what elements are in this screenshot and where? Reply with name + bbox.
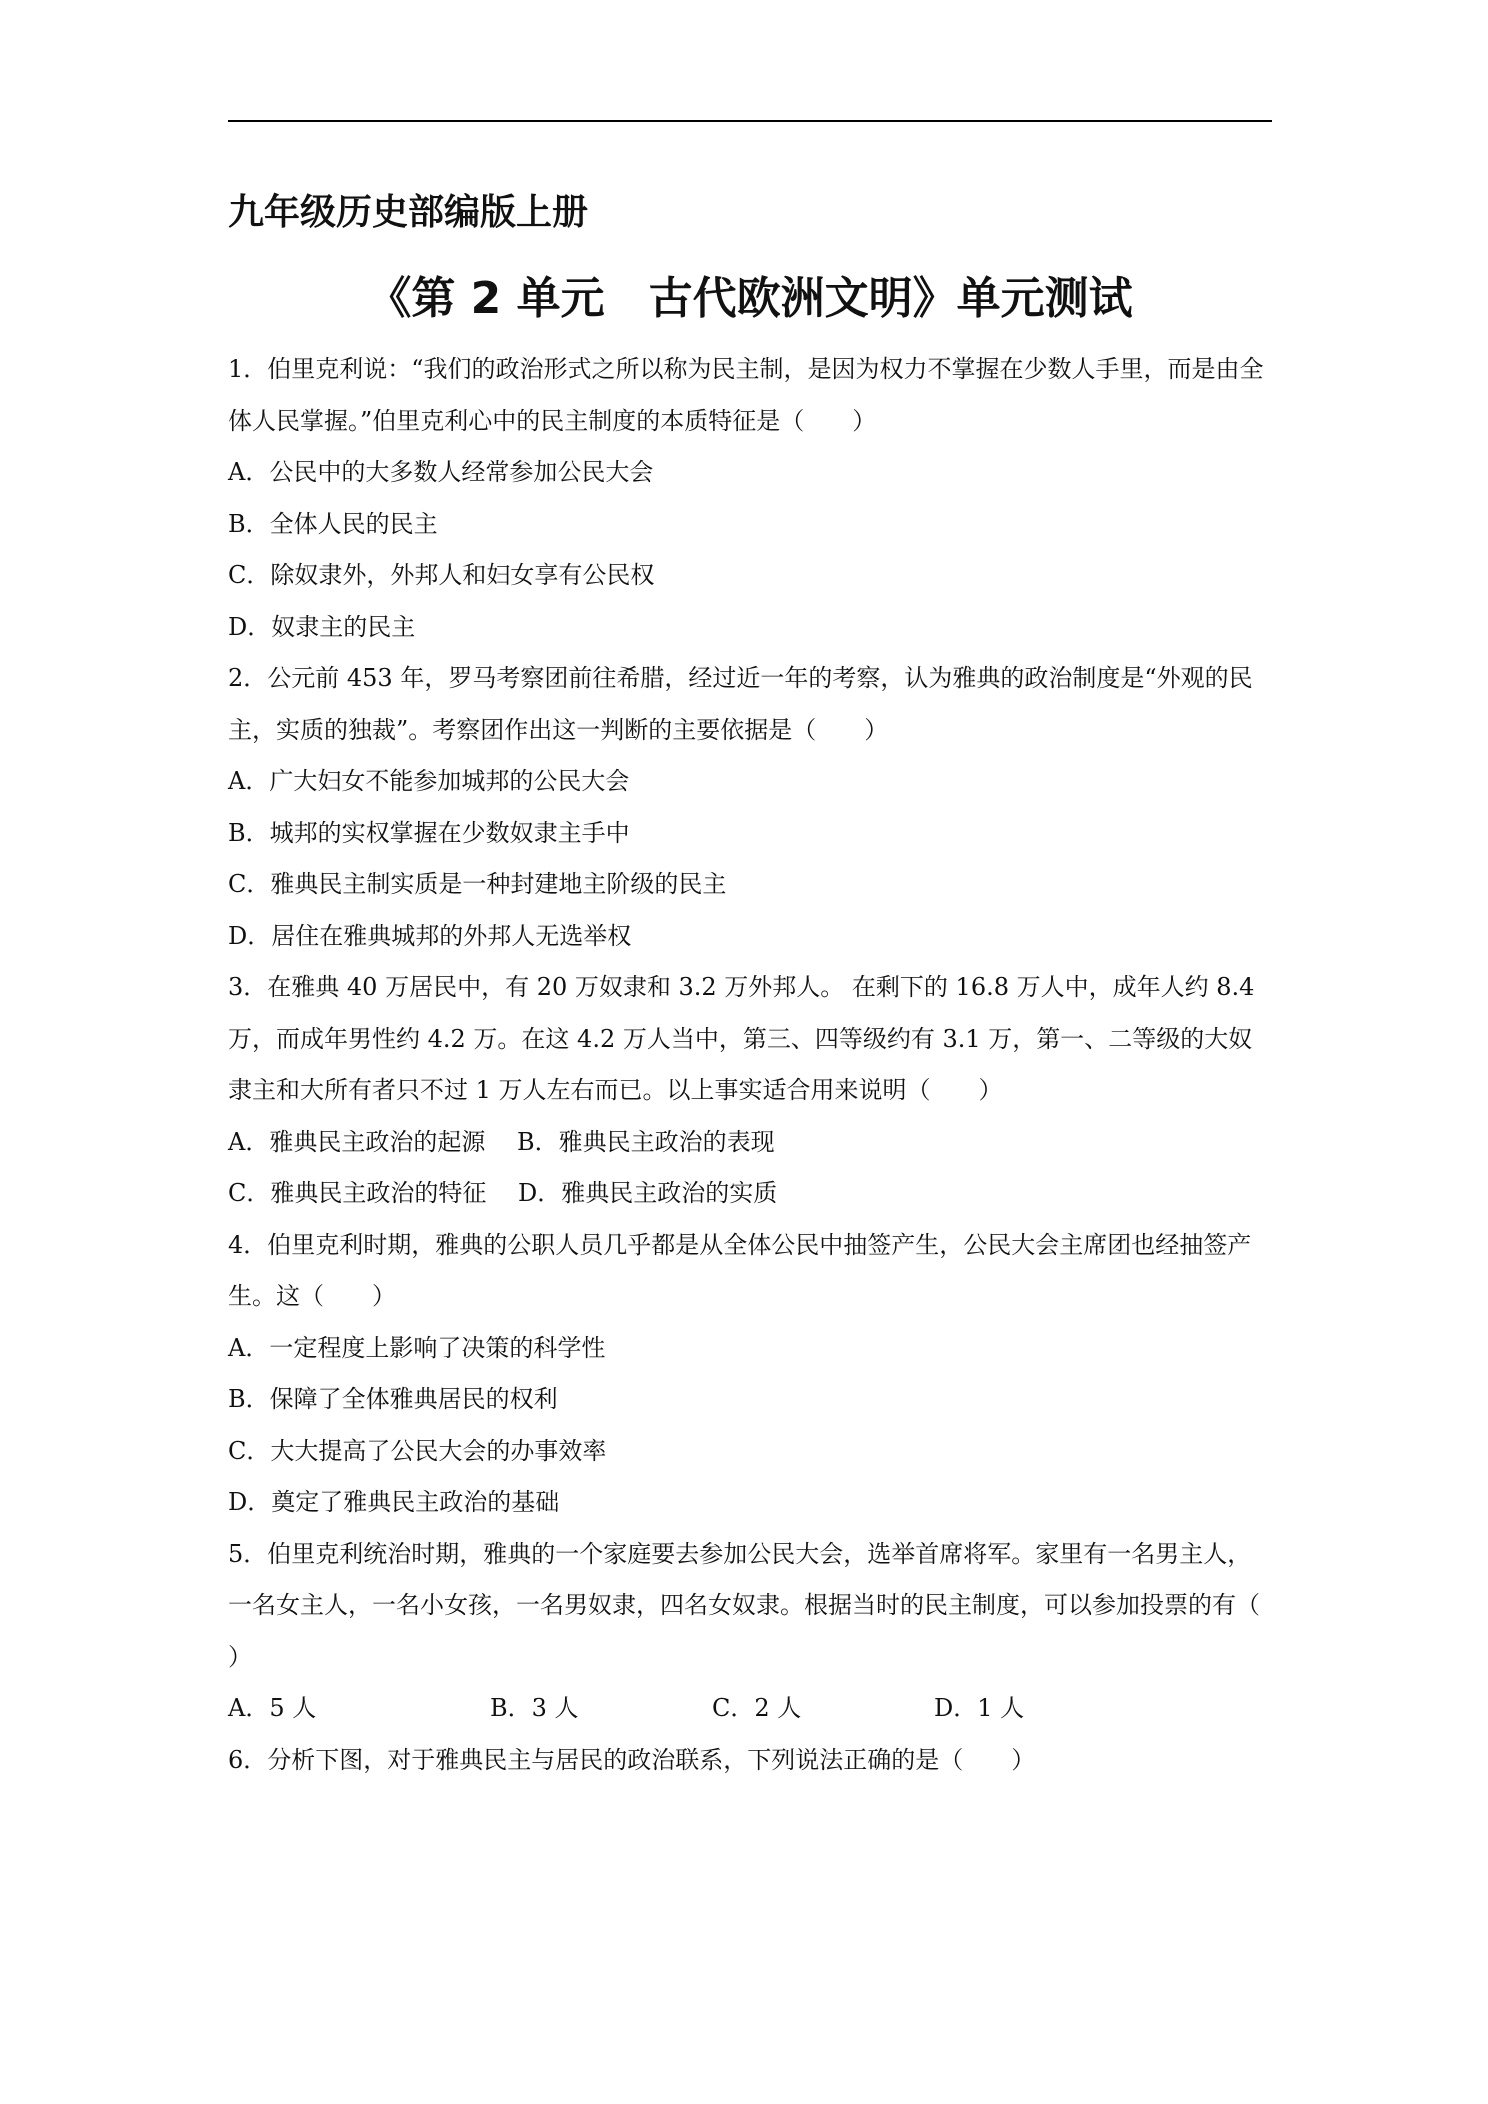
document-title: 《第 2 单元 古代欧洲文明》单元测试 bbox=[367, 273, 1133, 324]
answer-option: B．城邦的实权掌握在少数奴隶主手中 bbox=[228, 818, 630, 847]
answer-option-row bbox=[228, 1683, 1272, 1735]
answer-option: B．保障了全体雅典居民的权利 bbox=[228, 1385, 558, 1413]
answer-option: B．全体人民的民主 bbox=[228, 509, 438, 538]
answer-option: C．大大提高了公民大会的办事效率 bbox=[228, 1436, 607, 1465]
question-stem: 3．在雅典 40 万居民中，有 20 万奴隶和 3.2 万外邦人。 在剩下的 16.8 万人中，成年人约 8.4 万，而成年男性约 4.2 万。在这 4.2 万人当中，第三、四等级约有 3.1 万，第一、二等级的大奴隶主和大所有者只不过 1 万人左右而已。以上事实适合用来说明（ ） bbox=[228, 973, 1255, 1104]
answer-option: C．2 人 bbox=[712, 1694, 802, 1722]
header-rule bbox=[228, 120, 1272, 122]
question-stem: 1．伯里克利说：“我们的政治形式之所以称为民主制，是因为权力不掌握在少数人手里，而是由全体人民掌握。”伯里克利心中的民主制度的本质特征是（ ） bbox=[228, 355, 1264, 435]
answer-option: C．雅典民主制实质是一种封建地主阶级的民主 bbox=[228, 870, 727, 898]
answer-option: C．雅典民主政治的特征 D．雅典民主政治的实质 bbox=[228, 1179, 778, 1207]
answer-option: D．居住在雅典城邦的外邦人无选举权 bbox=[228, 921, 632, 950]
answer-option: A．广大妇女不能参加城邦的公民大会 bbox=[228, 767, 630, 795]
question-stem: 4．伯里克利时期，雅典的公职人员几乎都是从全体公民中抽签产生，公民大会主席团也经抽签产生。这（ ） bbox=[228, 1230, 1252, 1310]
question-stem: 5．伯里克利统治时期，雅典的一个家庭要去参加公民大会，选举首席将军。家里有一名男主人，一名女主人，一名小女孩，一名男奴隶，四名女奴隶。根据当时的民主制度，可以参加投票的有（ ） bbox=[228, 1539, 1308, 1671]
answer-option: A．5 人 bbox=[228, 1694, 317, 1722]
question-list bbox=[228, 344, 1308, 1786]
question-stem: 2．公元前 453 年，罗马考察团前往希腊，经过近一年的考察，认为雅典的政治制度是“外观的民主，实质的独裁”。考察团作出这一判断的主要依据是（ ） bbox=[228, 664, 1253, 744]
answer-option: A．公民中的大多数人经常参加公民大会 bbox=[228, 458, 654, 486]
answer-option: D．1 人 bbox=[934, 1694, 1025, 1722]
answer-option: D．奴隶主的民主 bbox=[228, 612, 416, 641]
answer-option: A．雅典民主政治的起源 B．雅典民主政治的表现 bbox=[228, 1127, 775, 1156]
answer-option: C．除奴隶外，外邦人和妇女享有公民权 bbox=[228, 561, 655, 589]
answer-option: B．3 人 bbox=[490, 1694, 579, 1722]
document-subtitle: 九年级历史部编版上册 bbox=[228, 192, 589, 233]
answer-option: D．奠定了雅典民主政治的基础 bbox=[228, 1488, 560, 1516]
question-stem: 6．分析下图，对于雅典民主与居民的政治联系，下列说法正确的是（ ） bbox=[228, 1745, 1036, 1774]
answer-option: A．一定程度上影响了决策的科学性 bbox=[228, 1333, 606, 1362]
